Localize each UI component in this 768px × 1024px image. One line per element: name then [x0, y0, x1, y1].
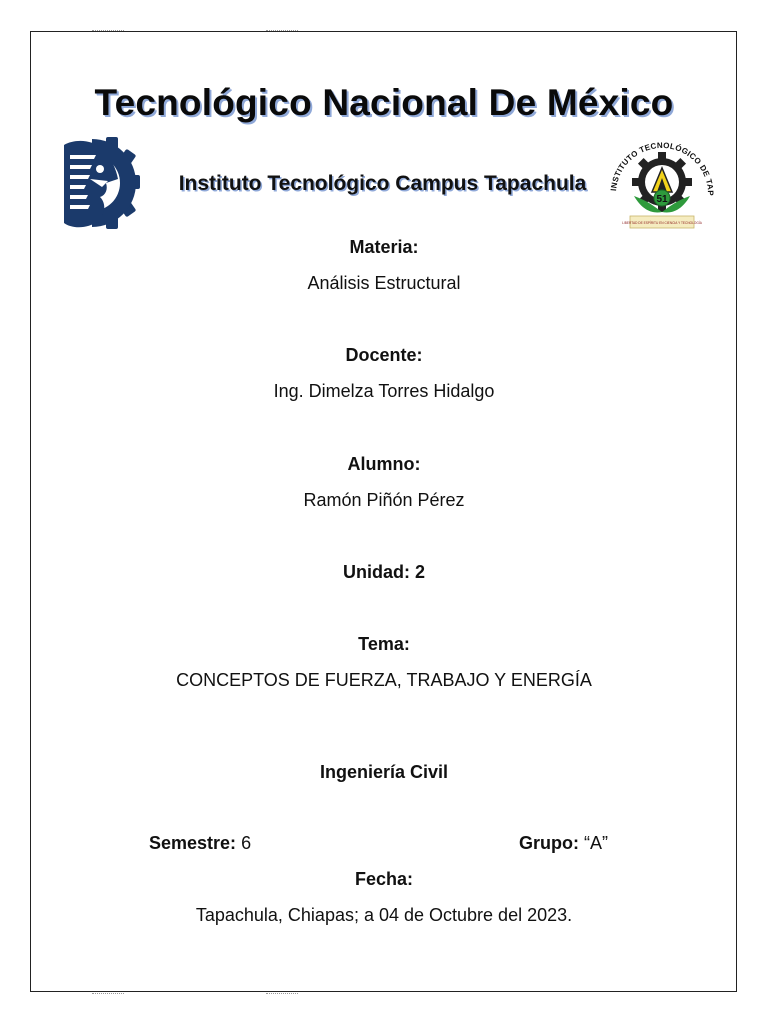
docente-label: Docente: [345, 345, 423, 365]
seal-arc-text: INSTITUTO TECNOLÓGICO DE TAP [609, 140, 716, 196]
grupo-value: “A” [584, 833, 609, 853]
top-margin-mark [92, 30, 124, 32]
semestre-label: Semestre: [149, 833, 237, 853]
grupo-label: Grupo: [519, 833, 579, 853]
institute-seal-icon [606, 132, 718, 232]
semestre-row [149, 833, 251, 854]
tema-value: CONCEPTOS DE FUERZA, TRABAJO Y ENERGÍA [176, 670, 592, 690]
unidad-label: Unidad: 2 [342, 562, 425, 582]
alumno-value: Ramón Piñón Pérez [303, 490, 465, 510]
page-title: Tecnológico Nacional De México [94, 82, 674, 123]
institute-name: Instituto Tecnológico Campus Tapachula [178, 172, 587, 195]
fecha-label: Fecha: [354, 869, 414, 889]
bottom-margin-mark [266, 993, 298, 995]
tema-label: Tema: [358, 634, 410, 654]
top-margin-mark [266, 30, 298, 32]
seal-motto: LIBERTAD DE ESPÍRITU EN CIENCIA Y TECNOLOGÍA [622, 221, 702, 225]
bottom-margin-mark [92, 993, 124, 995]
docente-value: Ing. Dimelza Torres Hidalgo [273, 381, 495, 401]
alumno-label: Alumno: [347, 454, 421, 474]
carrera-label: Ingeniería Civil [319, 762, 449, 782]
grupo-row [519, 833, 608, 854]
materia-value: Análisis Estructural [307, 273, 461, 293]
seal-number: 51 [656, 194, 668, 205]
tecnm-logo-icon [62, 133, 142, 233]
materia-label: Materia: [349, 237, 419, 257]
fecha-value: Tapachula, Chiapas; a 04 de Octubre del 2023. [195, 905, 573, 925]
semestre-value: 6 [241, 833, 252, 853]
